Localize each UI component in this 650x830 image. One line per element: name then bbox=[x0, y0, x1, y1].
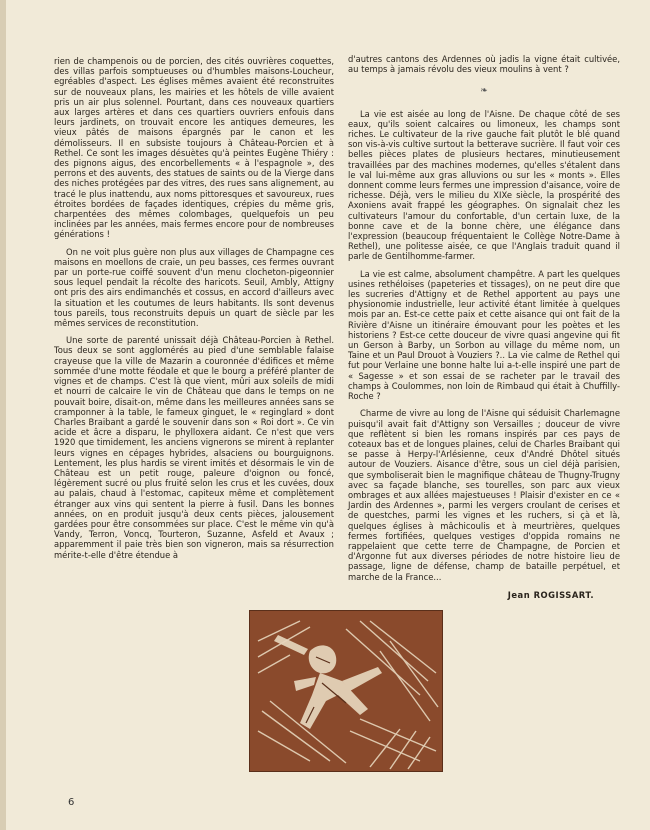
paragraph: La vie est aisée au long de l'Aisne. De chaque côté de ses eaux, qu'ils soient calcaires ou limoneux, les champs sont riches. Le cultivateur de la rive gauche fait plutôt le blé quand son vis-à-vis cultive surtout la betterave sucrière. Il faut voir ces belles pièces plates de plusieurs hectares, minutieusement travaillées par des machines modernes, qu'elles s'étalent dans le val lui-même aux gras alluvions ou sur les « monts ». Elles donnent comme leurs fermes une impression d'aisance, voire de richesse. Déjà, vers le milieu du XIXe siècle, la prospérité des Axoniens avait frappé les géographes. On signalait chez les cultivateurs l'amour du confortable, d'un certain luxe, de la bonne cave et de la bonne chère, une élégance dans l'expression (beaucoup fréquentaient le Collège Notre-Dame à Rethel), une politesse aisée, ce que l'Anglais traduit quand il parle de Gentilhomme-farmer. bbox=[348, 108, 621, 262]
paragraph: On ne voit plus guère non plus aux villages de Champagne ces maisons en moellons de craie, un peu basses, ces fermes ouvrant par un porte-rue coiffé souvent d'un menu clocheton-pigeonnier sous lequel pendait la récolte des haricots. Seuil, Ambly, Attigny ont pris des airs endimanchés et cossus, en accord d'ailleurs avec la situation et les coutumes de leurs habitants. Ils sont devenus tous pareils, tous reconstruits depuis un quart de siècle par les mêmes services de reconstitution. bbox=[54, 246, 334, 329]
paragraph: rien de champenois ou de porcien, des cités ouvrières coquettes, des villas parfois somptueuses ou d'humbles maisons-Loucheur, egréables d'aspect. Les églises mêmes avaient été reconstruites sur de nouveaux plans, les mairies et les hôtels de ville avaient pris un air plus solennel. Pourtant, dans ces nouveaux quartiers aux larges artères et dans ces quartiers ouvriers enfouis dans leurs jardinets, on trouvait encore les antiques demeures, les vieux pâtés de maisons épargnés par le canon et les démolisseurs. Il en subsiste toujours à Château-Porcien et à Rethel. Ce sont les images désuètes qu'à peintes Eugène Thiéry : des pignons aigus, des encorbellements « à l'espagnole », des perrons et des auvents, des statues de saints ou de la Vierge dans des niches protégées par des vitres, des rues sans alignement, au tracé le plus inattendu, aux noms pittoresques et savoureux, rues étroites bordées de façades identiques, crépies du même gris, charpentées des mêmes colombages, quelquefois un peu inclinées par les années, mais fermes encore pour de nombreuses générations ! bbox=[54, 56, 334, 240]
paragraph: La vie est calme, absolument champêtre. A part les quelques usines rethéloises (papeteries et tissages), on ne peut dire que les sucreries d'Attigny et de Rethel apportent au pays une physionomie industrielle, leur activité étant limitée à quelques mois par an. Est-ce cette paix et cette aisance qui ont fait de la Rivière d'Aisne un itinéraire émouvant pour les poètes et les historiens ? Est-ce cette douceur de vivre quasi angevine qui fit un Gerson à Barby, un Sorbon au village du même nom, un Taine et un Paul Drouot à Vouziers ?.. La vie calme de Rethel qui fut pour Verlaine une bonne halte lui a-t-elle inspiré une part de « Sagesse » et son essai de se racheter par le travail des champs à Coulommes, non loin de Rimbaud qui était à Chuffilly-Roche ? bbox=[348, 268, 620, 402]
woodcut-image bbox=[250, 611, 442, 771]
left-column bbox=[54, 56, 334, 567]
right-column bbox=[348, 54, 620, 600]
paragraph: d'autres cantons des Ardennes où jadis la vigne était cultivée, au temps à jamais révolu des vieux moulins à vent ? bbox=[348, 54, 620, 75]
author-signature: Jean ROGISSART. bbox=[507, 589, 594, 600]
section-separator: ❧ bbox=[480, 86, 488, 97]
page-number: 6 bbox=[68, 797, 75, 808]
paragraph: Une sorte de parenté unissait déjà Château-Porcien à Rethel. Tous deux se sont agglomérés au pied d'une semblable falaise crayeuse que la ville de Mazarin a couronnée d'édifices et même sommée d'une motte féodale et que le bourg a préféré planter de vignes et de champs. C'est là que vient, mûri aux soleils de midi et nourri de calcaire le vin de Château que dans le temps on ne pouvait boire, disait-on, même dans les meilleures années sans se cramponner à la table, le fameux ginguet, le « reginglard » dont Charles Braibant a gardé le souvenir dans son « Roi dort ». Ce vin acide et âcre a disparu, le phylloxera aidant. Ce n'est que vers 1920 que timidement, les anciens vignerons se mirent à replanter leurs vignes en cépages hybrides, alsaciens ou bourguignons. Lentement, les plus hardis se virent imités et désormais le vin de Château est un petit rouge, paleure d'oignon ou foncé, légèrement sucré ou plus fruité selon les crus et les cuvées, doux au palais, chaud à l'estomac, capiteux même et complètement étranger aux vins qui sentent la pierre à fusil. Dans les bonnes années, on en produit jusqu'à deux cents pièces, jalousement gardées pour être consommées sur place. C'est le même vin qu'à Vandy, Terron, Voncq, Tourteron, Suzanne, Asfeld et Avaux ; apparemment il paie très bien son vigneron, mais sa résurrection mérite-t-elle d'être étendue à bbox=[54, 335, 334, 560]
paragraph: Charme de vivre au long de l'Aisne qui séduisit Charlemagne puisqu'il avait fait d'Attigny son Versailles ; douceur de vivre que reflètent si bien les romans inspirés par ces pays de coteaux bas et de longues plaines, celui de Charles Braibant qui se passe à Herpy-l'Arlésienne, ceux d'André Dhôtel situés autour de Vouziers. Aisance d'être, sous un ciel déjà parisien, que symboliserait bien le magnifique château de Thugny-Trugny avec sa façade blanche, ses tourelles, son parc aux vieux ombrages et aux allées majestueuses ! Plaisir d'exister en ce « Jardin des Ardennes », parmi les vergers croulant de cerises et de questches, parmi les vignes et les ruchers, si çà et là, quelques églises à mâchicoulis et à meurtrières, quelques fermes fortifiées, quelques vestiges d'oppida romains ne rappelaient que cette terre de Champagne, de Porcien et d'Argonne fut aux diverses périodes de notre histoire lieu de passage, ligne de défense, champ de bataille perpétuel, et marche de la France... bbox=[348, 408, 620, 582]
woodcut-illustration bbox=[249, 610, 443, 772]
